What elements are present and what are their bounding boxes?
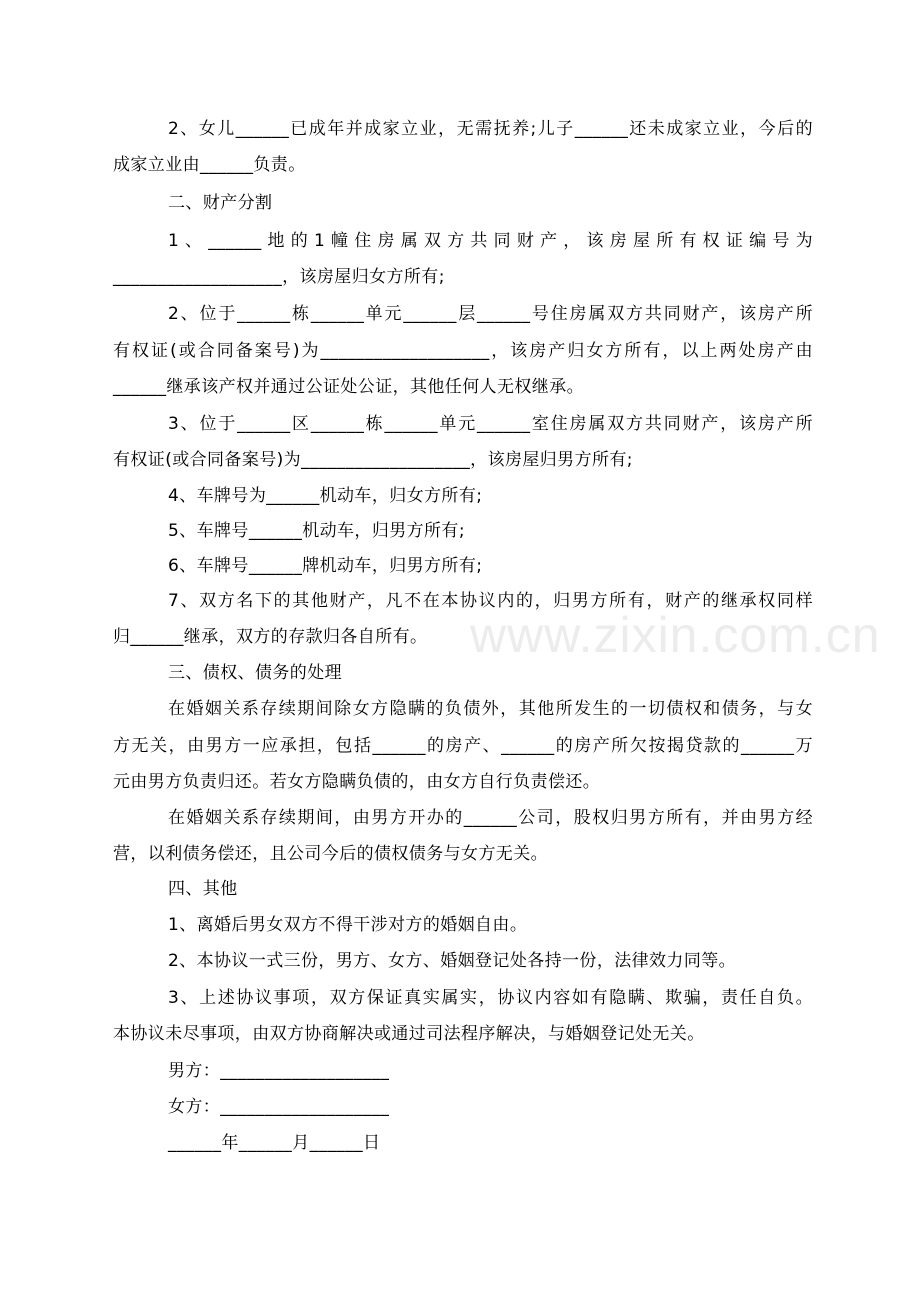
date-line: ______年______月______日 bbox=[168, 1133, 381, 1153]
paragraph-line: 5、车牌号______机动车，归男方所有; bbox=[168, 521, 465, 541]
paragraph-line: 2、本协议一式三份，男方、女方、婚姻登记处各持一份，法律效力同等。 bbox=[168, 951, 737, 971]
paragraph-line: 营，以利债务偿还，且公司今后的债权债务与女方无关。 bbox=[113, 844, 548, 864]
watermark: www.zixin.com.cn bbox=[470, 607, 881, 663]
paragraph-line: 6、车牌号______牌机动车，归男方所有; bbox=[168, 556, 483, 576]
paragraph-line: 1、______地的1幢住房属双方共同财产，该房屋所有权证编号为 bbox=[168, 231, 813, 251]
paragraph-line: 3、上述协议事项，双方保证真实属实，协议内容如有隐瞒、欺骗，责任自负。 bbox=[168, 988, 813, 1008]
paragraph-line: 成家立业由______负责。 bbox=[113, 155, 306, 175]
paragraph-line: 在婚姻关系存续期间除女方隐瞒的负债外，其他所发生的一切债权和债务，与女 bbox=[168, 699, 813, 719]
paragraph-line: 2、女儿______已成年并成家立业，无需抚养;儿子______还未成家立业，今后的 bbox=[168, 119, 813, 139]
section-heading: 二、财产分割 bbox=[168, 193, 273, 213]
male-party-signature-line: 男方：___________________ bbox=[168, 1061, 390, 1081]
paragraph-line: 方无关，由男方一应承担，包括______的房产、______的房产所欠按揭贷款的______万 bbox=[113, 736, 813, 756]
paragraph-line: 3、位于______区______栋______单元______室住房属双方共同财产，该房产所 bbox=[168, 414, 813, 434]
paragraph-line: 在婚姻关系存续期间，由男方开办的______公司，股权归男方所有，并由男方经 bbox=[168, 808, 813, 828]
paragraph-line: 4、车牌号为______机动车，归女方所有; bbox=[168, 486, 483, 506]
section-heading: 四、其他 bbox=[168, 879, 238, 899]
paragraph-line: 有权证(或合同备案号)为___________________，该房产归女方所有，以上两处房产由 bbox=[113, 341, 813, 361]
paragraph-line: 元由男方负责归还。若女方隐瞒负债的，由女方自行负责偿还。 bbox=[113, 772, 601, 792]
paragraph-line: ______继承该产权并通过公证处公证，其他任何人无权继承。 bbox=[113, 377, 584, 397]
section-heading: 三、债权、债务的处理 bbox=[168, 663, 342, 683]
paragraph-line: ___________________，该房屋归女方所有; bbox=[113, 267, 445, 287]
paragraph-line: 归______继承，双方的存款归各自所有。 bbox=[113, 627, 428, 647]
female-party-signature-line: 女方：___________________ bbox=[168, 1097, 390, 1117]
paragraph-line: 2、位于______栋______单元______层______号住房属双方共同财产，该房产所 bbox=[168, 304, 813, 324]
paragraph-line: 有权证(或合同备案号)为___________________，该房屋归男方所有; bbox=[113, 450, 633, 470]
paragraph-line: 7、双方名下的其他财产，凡不在本协议内的，归男方所有，财产的继承权同样 bbox=[168, 591, 813, 611]
paragraph-line: 1、离婚后男女双方不得干涉对方的婚姻自由。 bbox=[168, 915, 528, 935]
paragraph-line: 本协议未尽事项，由双方协商解决或通过司法程序解决，与婚姻登记处无关。 bbox=[113, 1024, 705, 1044]
